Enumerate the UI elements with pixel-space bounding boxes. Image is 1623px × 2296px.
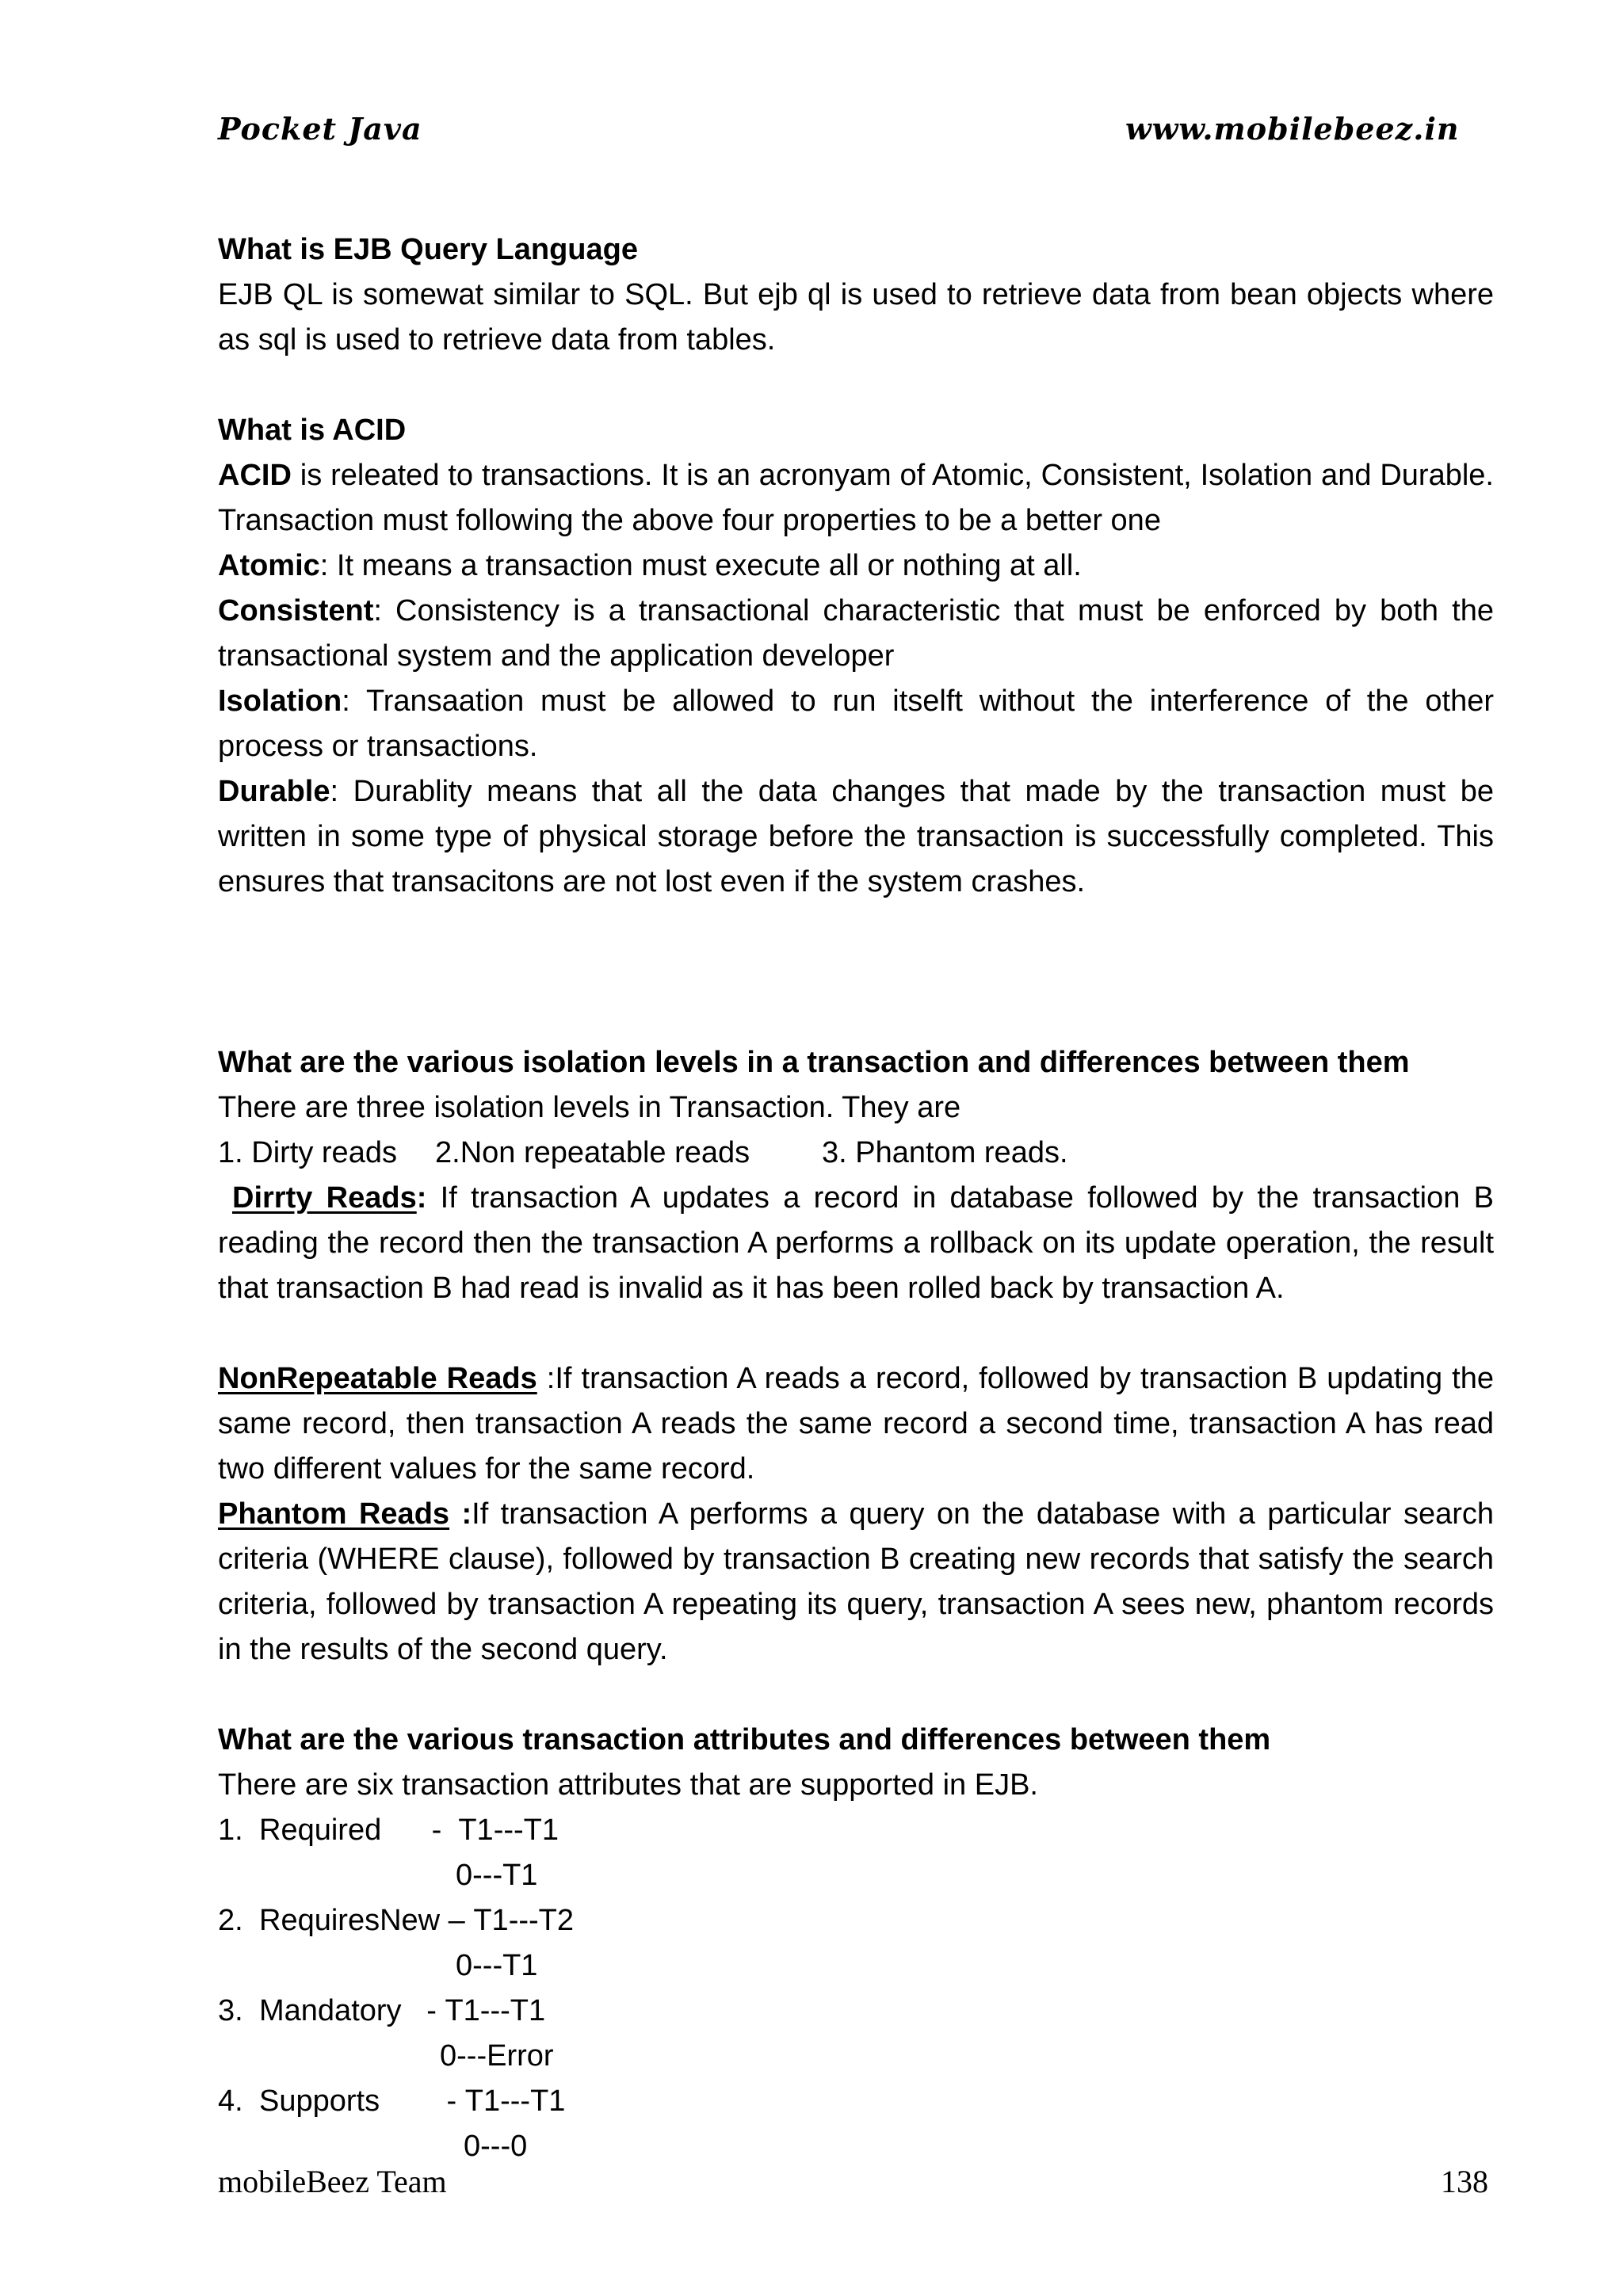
durable-text: : Durablity means that all the data changes that made by the transaction must be written in some type of physical storage before the transaction is successfully completed. This ensures that transacitons are not lost even if the system crashes.	[218, 775, 1494, 898]
list-item: 1. Dirty reads	[218, 1136, 397, 1169]
header-website: www.mobilebeez.in	[1125, 111, 1460, 147]
acid-durable	[218, 769, 1494, 905]
acid-intro-text: is releated to transactions. It is an acronyam of Atomic, Consistent, Isolation and Durable. Transaction must following the above four properties to be a better one	[218, 459, 1494, 537]
acid-intro	[218, 453, 1494, 543]
list-item: 2. RequiresNew – T1---T2	[218, 1904, 574, 1937]
list-item-detail: 0---0	[464, 2130, 528, 2163]
ejbql-heading: What is EJB Query Language	[218, 233, 638, 266]
consistent-text: : Consistency is a transactional characteristic that must be enforced by both the transactional system and the application developer	[218, 594, 1494, 673]
page-number: 138	[1441, 2164, 1488, 2199]
dirty-reads-term: Dirrty Reads	[232, 1181, 417, 1215]
acid-consistent	[218, 589, 1494, 679]
isolation-term: Isolation	[218, 685, 342, 718]
durable-term: Durable	[218, 775, 330, 808]
ejbql-body: EJB QL is somewat similar to SQL. But ejb ql is used to retrieve data from bean objects where as sql is used to retrieve data from tables.	[218, 278, 1494, 357]
page-content	[218, 227, 1494, 2169]
list-item-detail: 0---T1	[456, 1949, 538, 1982]
attributes-list	[218, 1808, 1494, 2169]
acid-heading: What is ACID	[218, 414, 407, 447]
isolation-levels-intro: There are three isolation levels in Transaction. They are	[218, 1091, 961, 1124]
consistent-term: Consistent	[218, 594, 374, 627]
list-item: 3. Mandatory - T1---T1	[218, 1994, 546, 2027]
list-item-detail: 0---T1	[456, 1859, 538, 1892]
nonrepeatable-reads-text: :If transaction A reads a record, followed by transaction B updating the same record, then transaction A reads the same record a second time, transaction A has read two different values for the same record.	[218, 1362, 1494, 1486]
acid-isolation	[218, 679, 1494, 769]
list-item: 1. Required - T1---T1	[218, 1814, 559, 1847]
dirty-reads-text: If transaction A updates a record in database followed by the transaction B reading the record then the transaction A performs a rollback on its update operation, the result that transaction B had read is invalid as it has been rolled back by transaction A.	[218, 1181, 1494, 1305]
isolation-text: : Transaation must be allowed to run itselft without the interference of the other process or transactions.	[218, 685, 1494, 763]
footer-team: mobileBeez Team	[218, 2164, 447, 2199]
isolation-levels-list	[218, 1131, 1494, 1176]
nonrepeatable-reads-paragraph	[218, 1356, 1494, 1492]
attributes-heading: What are the various transaction attributes and differences between them	[218, 1723, 1271, 1756]
acid-term: ACID	[218, 459, 292, 492]
isolation-levels-heading: What are the various isolation levels in a transaction and differences between them	[218, 1046, 1410, 1079]
list-item: 2.Non repeatable reads	[435, 1136, 750, 1169]
phantom-reads-paragraph: Phantom Reads :If transaction A performs a query on the database with a particular search criteria (WHERE clause), followed by transaction B creating new records that satisfy the search criteria, followed by transaction A repeating its query, transaction A sees new, phantom records in the results of the second query.	[218, 1497, 1495, 1666]
list-item-detail: 0---Error	[440, 2039, 554, 2073]
phantom-reads-term: Phantom Reads	[218, 1497, 450, 1531]
acid-atomic	[218, 543, 1494, 589]
dirty-reads-paragraph: Dirrty Reads: If transaction A updates a record in database followed by the transaction B reading the record then the transaction A performs a rollback on its update operation, the result that transaction B had read is invalid as it has been rolled back by transaction A.	[218, 1181, 1494, 1305]
list-item: 3. Phantom reads.	[822, 1136, 1068, 1169]
atomic-term: Atomic	[218, 549, 320, 582]
phantom-reads-text: If transaction A performs a query on the database with a particular search criteria (WHERE clause), followed by transaction B creating new records that satisfy the search criteria, followed by transaction A repeating its query, transaction A sees new, phantom records in the results of the second query.	[218, 1497, 1495, 1666]
header-title: Pocket Java	[218, 111, 422, 147]
list-item: 4. Supports - T1---T1	[218, 2084, 566, 2118]
nonrepeatable-reads-term: NonRepeatable Reads	[218, 1362, 537, 1395]
atomic-text: : It means a transaction must execute all or nothing at all.	[319, 549, 1082, 582]
attributes-intro: There are six transaction attributes that are supported in EJB.	[218, 1768, 1038, 1802]
